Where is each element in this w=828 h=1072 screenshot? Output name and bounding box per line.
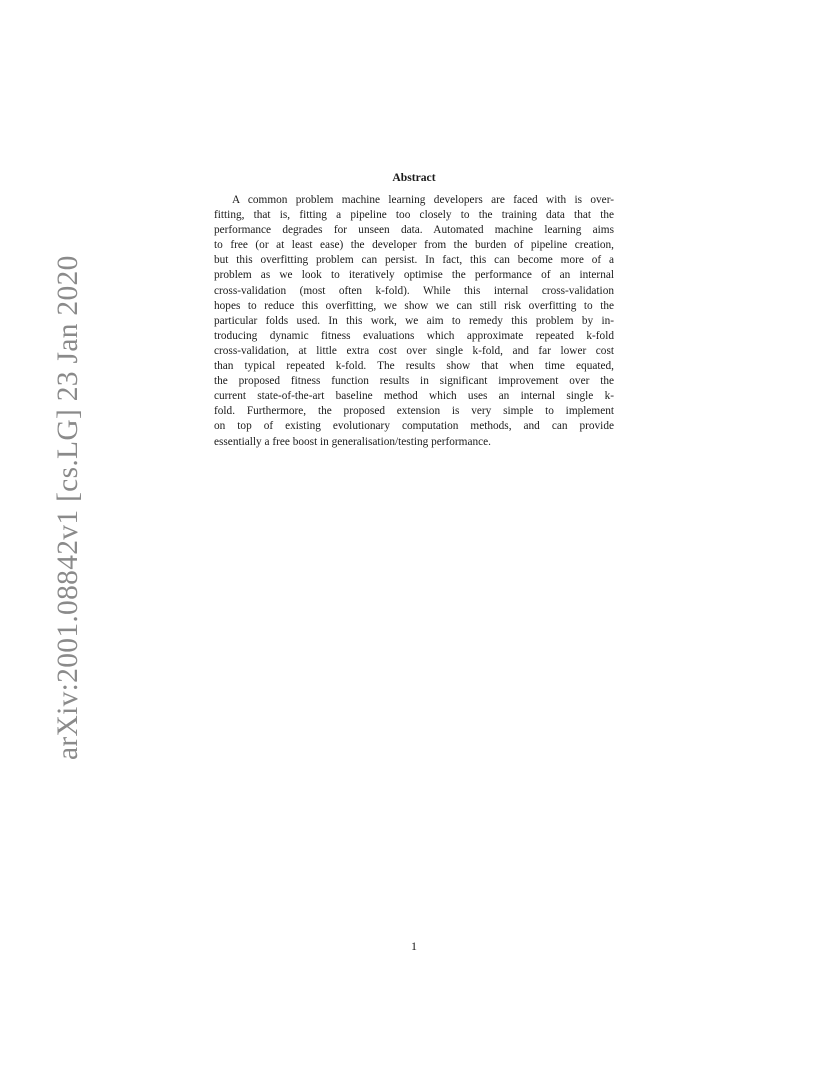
abstract-line: the proposed fitness function results in significant improvement over the	[214, 375, 614, 388]
arxiv-identifier-text: arXiv:2001.08842v1 [cs.LG] 23 Jan 2020	[52, 255, 84, 760]
abstract-line: essentially a free boost in generalisation/testing performance.	[214, 435, 491, 448]
abstract-section	[214, 170, 614, 450]
arxiv-identifier-stamp	[14, 255, 84, 760]
abstract-line: fitting, that is, fitting a pipeline too closely to the training data that the	[214, 209, 614, 222]
abstract-line: on top of existing evolutionary computation methods, and can provide	[214, 420, 614, 433]
abstract-body	[214, 193, 614, 450]
abstract-line: particular folds used. In this work, we aim to remedy this problem by in-	[214, 314, 614, 327]
abstract-line: than typical repeated k-fold. The results show that when time equated,	[214, 360, 614, 373]
abstract-line: troducing dynamic fitness evaluations which approximate repeated k-fold	[214, 329, 614, 342]
abstract-line: cross-validation (most often k-fold). While this internal cross-validation	[214, 284, 614, 297]
abstract-line: to free (or at least ease) the developer from the burden of pipeline creation,	[214, 239, 614, 252]
abstract-line: cross-validation, at little extra cost over single k-fold, and far lower cost	[214, 344, 614, 357]
abstract-line: current state-of-the-art baseline method which uses an internal single k-	[214, 390, 614, 403]
abstract-title: Abstract	[392, 171, 436, 184]
abstract-line: but this overfitting problem can persist. In fact, this can become more of a	[214, 254, 614, 267]
abstract-line: fold. Furthermore, the proposed extension is very simple to implement	[214, 405, 614, 418]
abstract-line: hopes to reduce this overfitting, we show we can still risk overfitting to the	[214, 299, 614, 312]
page-number: 1	[411, 939, 417, 953]
abstract-line: performance degrades for unseen data. Automated machine learning aims	[214, 224, 614, 237]
abstract-line: A common problem machine learning developers are faced with is over-	[232, 194, 614, 206]
abstract-line: problem as we look to iteratively optimise the performance of an internal	[214, 269, 614, 282]
